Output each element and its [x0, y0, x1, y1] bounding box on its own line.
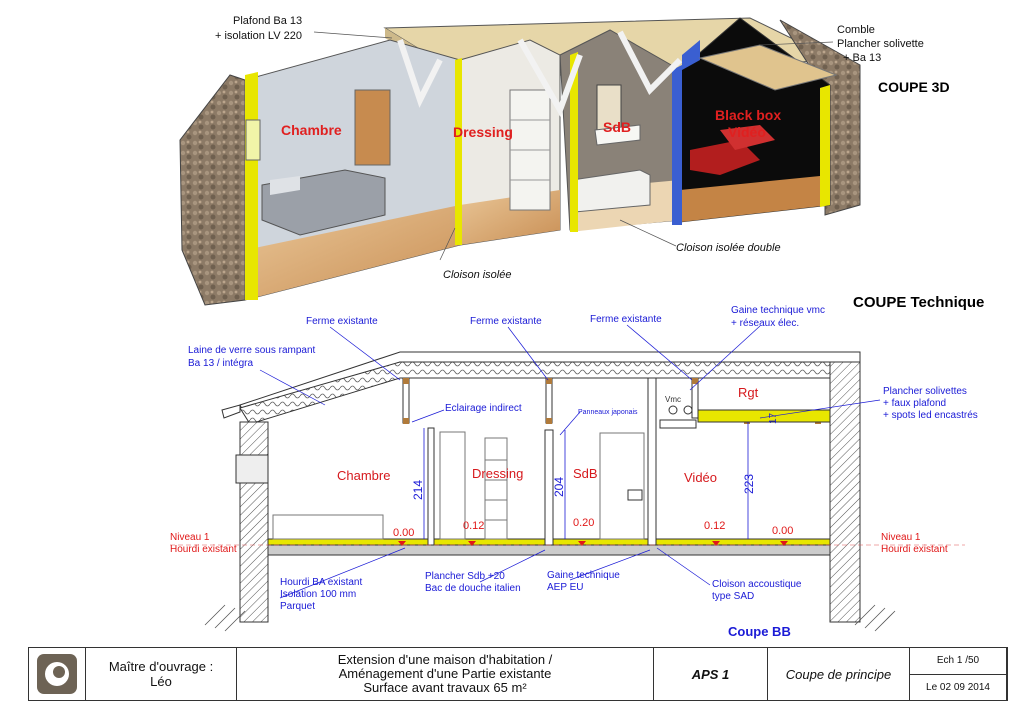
room-label-vmc: Vmc [665, 395, 681, 404]
attic-annotation-line2: Plancher solivette [837, 38, 924, 50]
view-3d [180, 18, 860, 305]
truss-annotation-3: Ferme existante [590, 314, 662, 325]
floor-joists-annotation-line1: Plancher solivettes [883, 386, 967, 397]
level-video-a: 0.12 [704, 520, 726, 532]
slab-annotation-line1: Hourdi BA existant [280, 577, 363, 588]
room-label-bathroom: SdB [573, 466, 598, 481]
room-label-dressing-3d: Dressing [453, 124, 513, 140]
indirect-lighting-annotation: Eclairage indirect [445, 403, 522, 414]
floor-joists-annotation-line3: + spots led encastrés [883, 410, 978, 421]
acoustic-partition-annotation-line1: Cloison accoustique [712, 579, 802, 590]
view-3d-title: COUPE 3D [878, 79, 950, 95]
owner-label: Maître d'ouvrage : [108, 659, 214, 674]
level-right-line1: Niveau 1 [881, 532, 921, 543]
floor-slab [268, 545, 830, 555]
dimension-bedroom-height: 214 [411, 479, 425, 500]
room-label-video-3d-line2: Vidéo [728, 124, 766, 140]
project-line-1: Extension d'une maison d'habitation / [337, 652, 553, 667]
project-cell [237, 648, 654, 700]
dimension-video-height: 223 [742, 473, 756, 494]
room-label-storage: Rgt [738, 385, 759, 400]
level-left-line1: Niveau 1 [170, 532, 210, 543]
dimension-storage-height: 17 [768, 412, 779, 424]
acoustic-partition [648, 378, 656, 545]
truss-annotation-1: Ferme existante [306, 316, 378, 327]
owner-cell [86, 648, 237, 700]
level-left-line2: Hourdi existant [170, 544, 237, 555]
vmc-duct-annotation-line1: Gaine technique vmc [731, 305, 825, 316]
project-line-2: Aménagement d'une Partie existante [338, 666, 552, 681]
level-dressing: 0.12 [463, 520, 485, 532]
section-label: Coupe BB [728, 624, 791, 639]
scale: Ech 1 /50 [936, 655, 980, 667]
room-label-bedroom: Chambre [337, 468, 391, 483]
glass-wool-annotation-line2: Ba 13 / intégra [188, 358, 254, 369]
room-label-video: Vidéo [684, 470, 718, 485]
attic-annotation-line3: + Ba 13 [843, 52, 882, 64]
title-block [28, 647, 1008, 701]
logo-icon [36, 653, 78, 695]
technical-title: COUPE Technique [853, 294, 985, 311]
shower-floor-annotation-line1: Plancher Sdb +20 [425, 571, 505, 582]
double-partition-annotation: Cloison isolée double [676, 242, 781, 254]
shower-floor-annotation-line2: Bac de douche italien [425, 583, 521, 594]
level-bathroom: 0.20 [573, 517, 595, 529]
room-label-bathroom-3d: SdB [603, 119, 631, 135]
slab-annotation-line3: Parquet [280, 601, 316, 612]
slab-annotation-line2: Isolation 100 mm [280, 589, 357, 600]
storage-floor [698, 410, 830, 422]
level-right-line2: Hourdi existant [881, 544, 948, 555]
stone-wall-left [180, 75, 245, 305]
ceiling-annotation-line2: + isolation LV 220 [215, 30, 302, 42]
room-label-video-3d-line1: Black box [715, 107, 782, 123]
ceiling-annotation-line1: Plafond Ba 13 [233, 15, 303, 27]
left-wall [240, 422, 268, 622]
japanese-panels-annotation: Panneaux japonais [578, 409, 638, 416]
right-wall [830, 362, 860, 622]
glass-wool-annotation-line1: Laine de verre sous rampant [188, 345, 316, 356]
room-label-dressing: Dressing [472, 466, 524, 481]
level-video-b: 0.00 [772, 525, 794, 537]
attic-annotation-line1: Comble [837, 24, 875, 36]
utility-duct-annotation-line1: Gaine technique [547, 570, 620, 581]
logo [29, 648, 86, 700]
owner-name: Léo [150, 674, 172, 689]
truss-annotation-2: Ferme existante [470, 316, 542, 327]
meta-cell [910, 648, 1007, 700]
project-line-3: Surface avant travaux 65 m² [363, 680, 527, 695]
phase-cell: APS 1 [654, 648, 768, 700]
date: Le 02 09 2014 [910, 674, 1006, 701]
floor-joists-annotation-line2: + faux plafond [883, 398, 947, 409]
insulated-partition-annotation: Cloison isolée [443, 269, 512, 281]
utility-duct-annotation-line2: AEP EU [547, 582, 584, 593]
room-label-bedroom-3d: Chambre [281, 122, 342, 138]
acoustic-partition-annotation-line2: type SAD [712, 591, 755, 602]
level-bedroom: 0.00 [393, 527, 415, 539]
drawing-type-cell: Coupe de principe [768, 648, 910, 700]
vmc-duct-annotation-line2: + réseaux élec. [731, 318, 800, 329]
dimension-bathroom-height: 204 [552, 476, 566, 497]
